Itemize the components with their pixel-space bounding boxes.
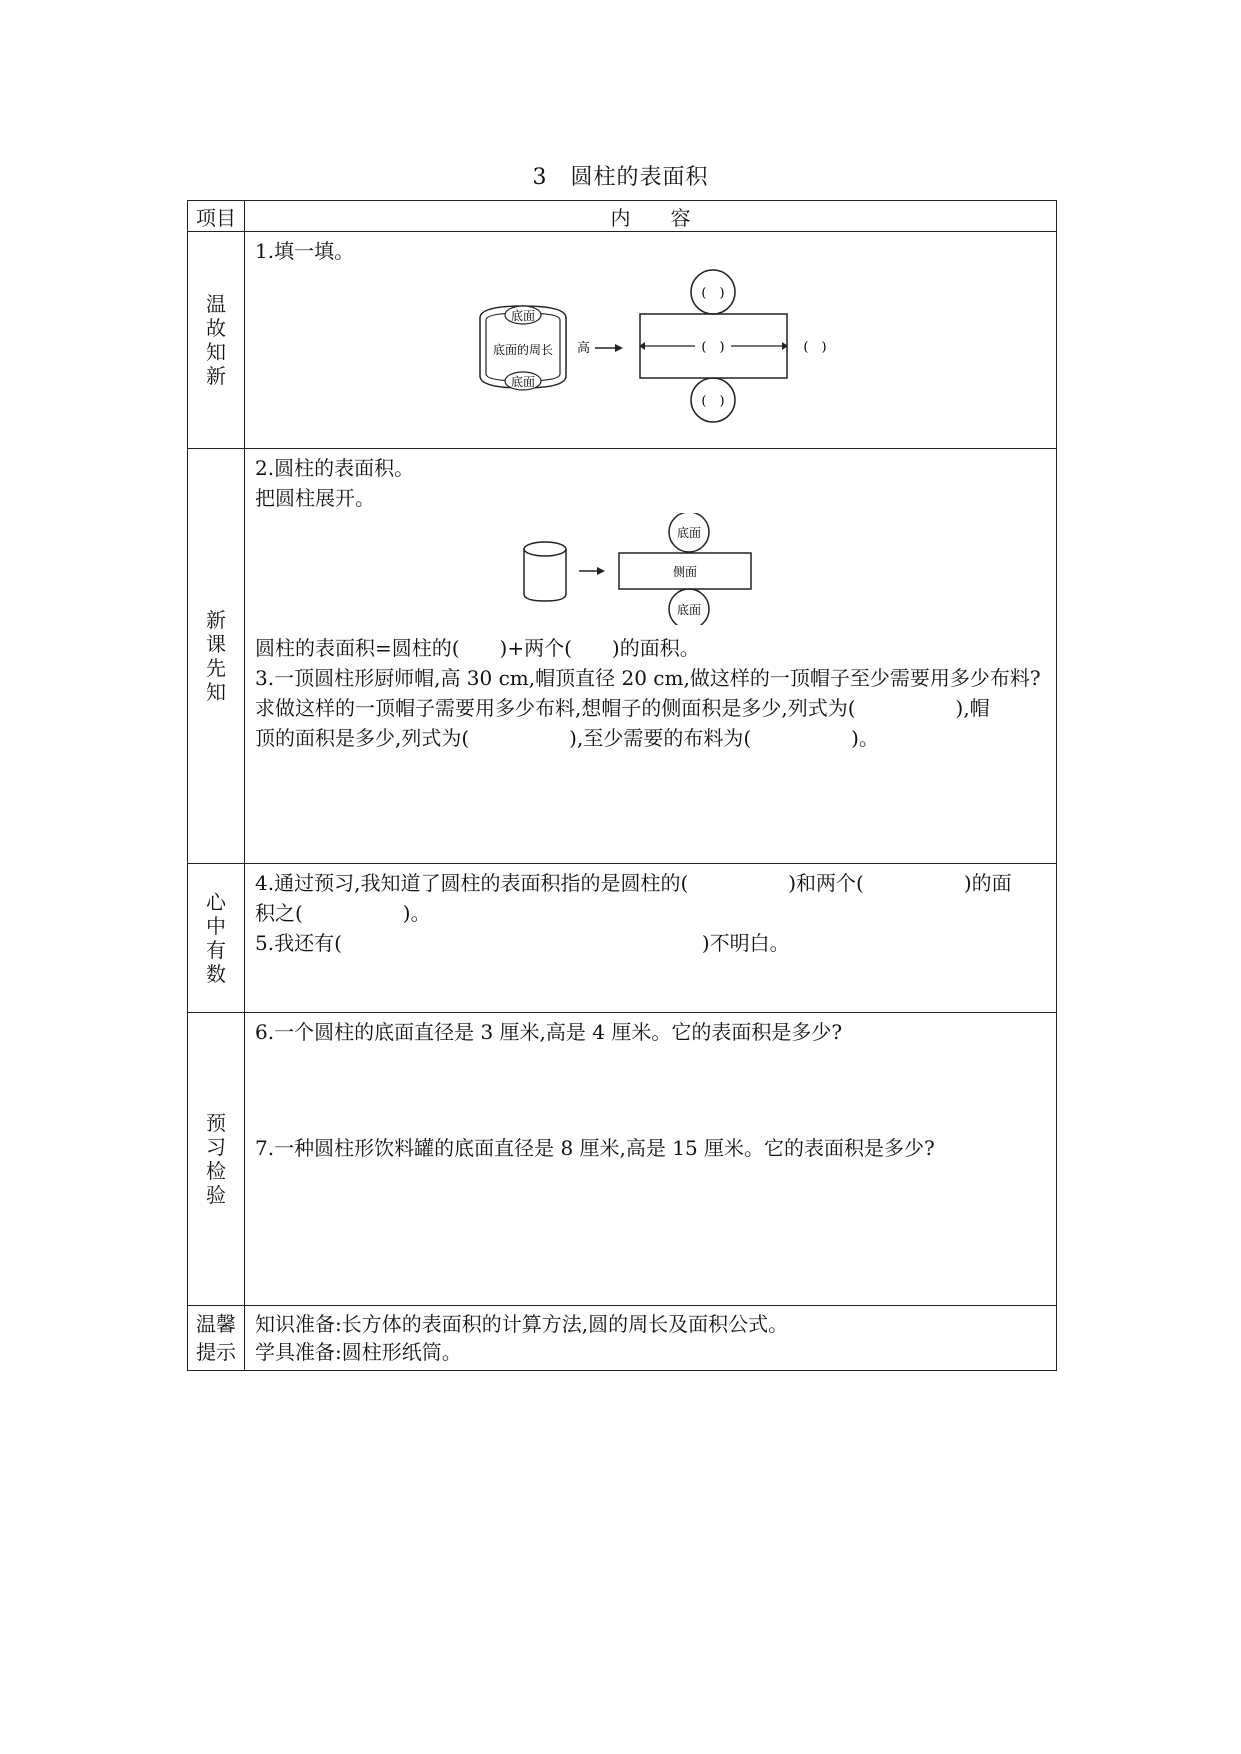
fig2-bottom-label: 底面 <box>676 603 702 617</box>
row-content-preview <box>245 449 1057 864</box>
fig1-width-blank: ( ) <box>803 340 827 355</box>
tips-knowledge: 知识准备:长方体的表面积的计算方法,圆的周长及面积公式。 <box>255 1312 789 1336</box>
label-char: 预 <box>206 1111 226 1135</box>
fig1-top-base-label: 底面 <box>510 309 536 323</box>
answer-space-6 <box>255 1047 1046 1133</box>
surface-formula: 圆柱的表面积=圆柱的( )+两个( )的面积。 <box>255 636 700 660</box>
label-line: 温馨 <box>196 1312 236 1336</box>
question-4-line-1: 4.通过预习,我知道了圆柱的表面积指的是圆柱的( )和两个( )的面 <box>255 871 1012 895</box>
question-5: 5.我还有( )不明白。 <box>255 931 790 955</box>
cylinder-net-diagram <box>255 266 1055 436</box>
label-char: 数 <box>206 962 226 986</box>
question-3-line-1: 求做这样的一顶帽子需要用多少布料,想帽子的侧面积是多少,列式为( ),帽 <box>255 696 990 720</box>
header-row <box>188 201 1057 232</box>
question-6: 6.一个圆柱的底面直径是 3 厘米,高是 4 厘米。它的表面积是多少? <box>255 1020 843 1044</box>
row-check <box>188 1013 1057 1306</box>
question-3: 3.一顶圆柱形厨师帽,高 30 cm,帽顶直径 20 cm,做这样的一顶帽子至少需要用多少布料? <box>255 666 1041 690</box>
header-content: 内 容 <box>245 201 1057 232</box>
row-content-check <box>245 1013 1057 1306</box>
label-char: 检 <box>206 1159 226 1183</box>
fig2-side-label: 侧面 <box>672 565 698 579</box>
row-content-reflect <box>245 864 1057 1013</box>
label-char: 故 <box>206 316 226 340</box>
question-7: 7.一种圆柱形饮料罐的底面直径是 8 厘米,高是 15 厘米。它的表面积是多少? <box>255 1136 935 1160</box>
label-char: 心 <box>206 890 226 914</box>
label-char: 课 <box>206 632 226 656</box>
question-2: 2.圆柱的表面积。 <box>255 456 415 480</box>
label-char: 知 <box>206 680 226 704</box>
page-title: 3 圆柱的表面积 <box>532 165 709 190</box>
fig1-height-label: 高 <box>577 341 591 356</box>
cylinder-unfold-diagram <box>255 513 1055 625</box>
label-char: 有 <box>206 938 226 962</box>
row-preview <box>188 449 1057 864</box>
row-label-check <box>188 1013 245 1306</box>
fig1-side-label: 底面的周长 <box>492 343 554 357</box>
label-line: 提示 <box>196 1340 236 1364</box>
label-char: 习 <box>206 1135 226 1159</box>
label-char: 新 <box>206 608 226 632</box>
question-1: 1.填一填。 <box>255 239 355 263</box>
row-label-review <box>188 232 245 449</box>
fig1-length-blank: ( ) <box>701 340 725 355</box>
label-char: 先 <box>206 656 226 680</box>
row-content-tips <box>245 1306 1057 1371</box>
fig2-top-label: 底面 <box>676 526 702 540</box>
label-char: 中 <box>206 914 226 938</box>
worksheet-table <box>187 200 1057 1371</box>
row-review <box>188 232 1057 449</box>
question-3-line-2: 顶的面积是多少,列式为( ),至少需要的布料为( )。 <box>255 726 879 750</box>
row-content-review <box>245 232 1057 449</box>
label-char: 温 <box>206 292 226 316</box>
fig1-bottom-base-label: 底面 <box>510 375 536 389</box>
row-label-preview <box>188 449 245 864</box>
question-2-sub: 把圆柱展开。 <box>255 486 375 510</box>
row-reflect <box>188 864 1057 1013</box>
question-4-line-2: 积之( )。 <box>255 901 431 925</box>
fig1-bottom-circle-blank: ( ) <box>701 394 725 409</box>
row-label-tips <box>188 1306 245 1371</box>
label-char: 新 <box>206 364 226 388</box>
row-label-reflect <box>188 864 245 1013</box>
fig1-top-circle-blank: ( ) <box>701 286 725 301</box>
tips-tools: 学具准备:圆柱形纸筒。 <box>255 1340 462 1364</box>
label-char: 知 <box>206 340 226 364</box>
header-item: 项目 <box>188 201 245 232</box>
label-char: 验 <box>206 1183 226 1207</box>
row-tips <box>188 1306 1057 1371</box>
cylinder-net-figure-2 <box>255 513 1046 633</box>
cylinder-net-figure-1 <box>255 266 1046 444</box>
